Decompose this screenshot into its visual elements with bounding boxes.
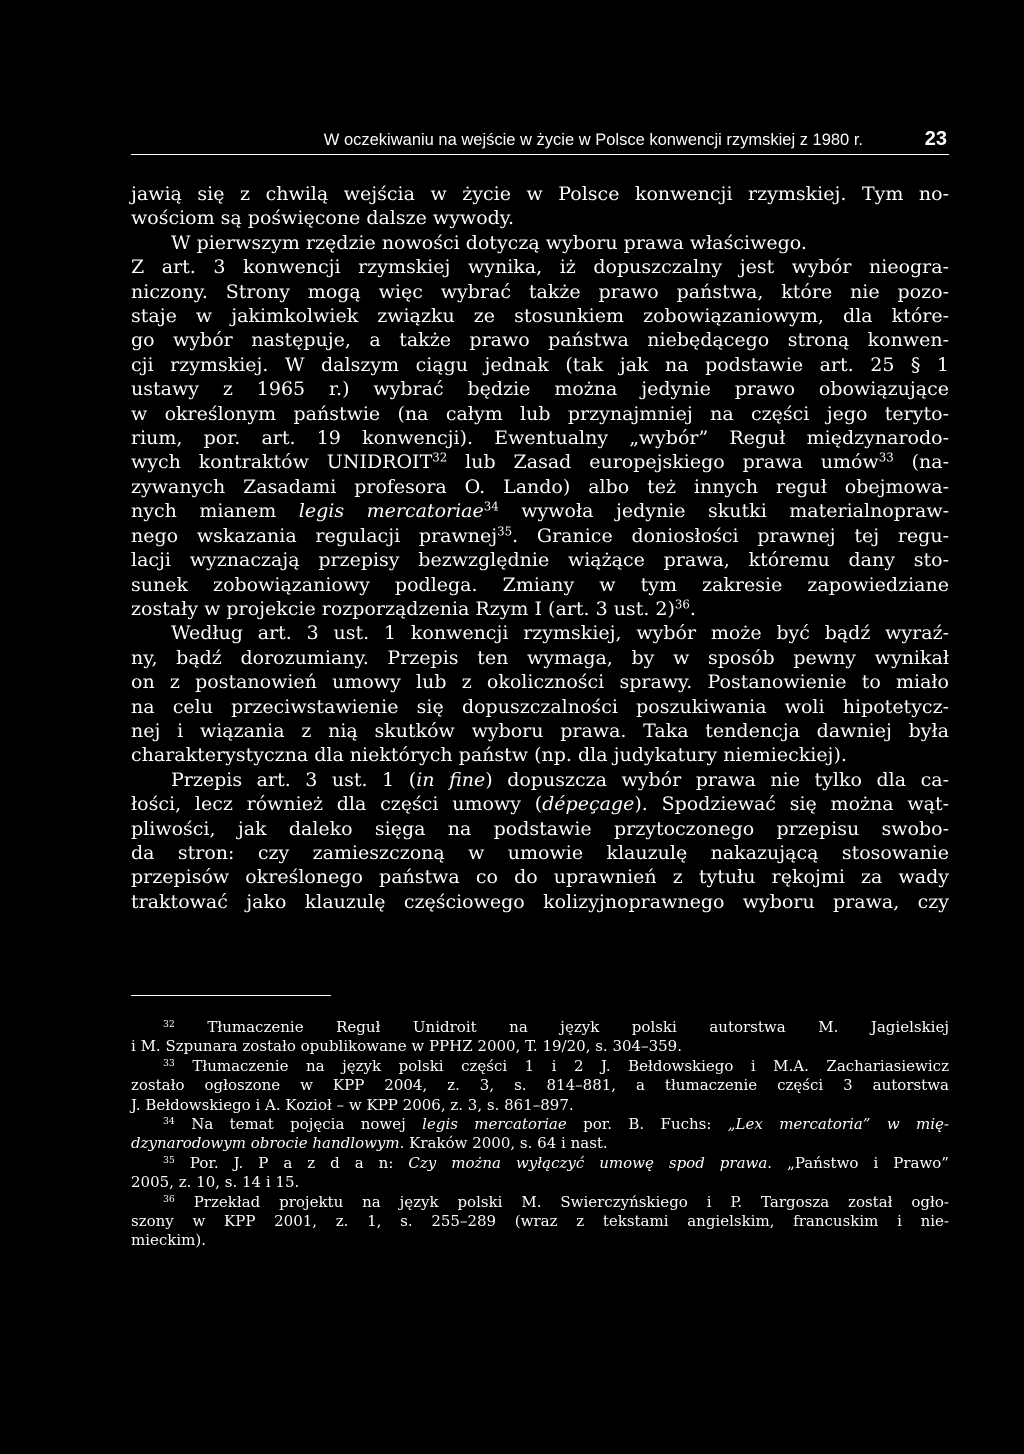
- text-line: cji rzymskiej. W dalszym ciągu jednak (tak jak na podstawie art. 25 § 1: [131, 353, 949, 376]
- page-number: 23: [924, 128, 947, 150]
- body-text: [131, 182, 949, 914]
- footnote-line: i M. Szpunara zostało opublikowane w PPHZ 2000, T. 19/20, s. 304–359.: [131, 1037, 682, 1056]
- footnote-number: 32: [163, 1018, 175, 1030]
- italic-title: Czy można wyłączyć umowę spod prawa.: [408, 1153, 773, 1172]
- footnote-text: por. B. Fuchs:: [566, 1115, 728, 1134]
- footnote-ref[interactable]: 32: [432, 451, 448, 465]
- footnote-ref[interactable]: 35: [497, 524, 513, 539]
- text-fragment: zostały w projekcie rozporządzenia Rzym I (art. 3 ust. 2): [131, 597, 675, 620]
- footnotes: [131, 1018, 949, 1251]
- footnote-text: Tłumaczenie na język polski części 1 i 2 J. Bełdowskiego i M.A. Zachariasiewicz: [174, 1056, 949, 1075]
- footnote-text: Por. J. P a z d a n:: [174, 1153, 409, 1172]
- text-line: [131, 597, 949, 621]
- footnote-number: 36: [163, 1193, 175, 1205]
- text-line: rium, por. art. 19 konwencji). Ewentualny „wybór” Reguł międzynarodo-: [131, 427, 949, 450]
- text-fragment: łości, lecz również dla części umowy (: [131, 793, 543, 816]
- text-line: traktować jako klauzulę częściowego kolizyjnoprawnego wyboru prawa, czy: [131, 890, 949, 913]
- footnote-line: mieckim).: [131, 1231, 207, 1250]
- italic-term: dépeçage: [542, 793, 635, 816]
- text-line: nej i wiązania z nią skutków wyboru prawa. Taka tendencja dawniej była: [131, 719, 949, 742]
- italic-title: dzynarodowym obrocie handlowym.: [131, 1134, 405, 1153]
- text-line: da stron: czy zamieszczoną w umowie klauzulę nakazującą stosowanie: [131, 841, 949, 864]
- text-line: [131, 450, 949, 474]
- text-line: w określonym państwie (na całym lub przynajmniej na części jego teryto-: [131, 402, 949, 425]
- text-fragment: (na-: [893, 451, 950, 474]
- footnote-number: 35: [163, 1154, 175, 1166]
- footnote-line: szony w KPP 2001, z. 1, s. 255–289 (wraz z tekstami angielskim, francuskim i nie-: [131, 1212, 949, 1231]
- page-header: [131, 128, 949, 155]
- footnote-ref[interactable]: 33: [878, 451, 894, 465]
- italic-title: „Lex mercatoria” w mię-: [727, 1115, 949, 1134]
- footnote-number: 33: [163, 1057, 175, 1069]
- footnote-32: [131, 1018, 949, 1037]
- text-line: Z art. 3 konwencji rzymskiej wynika, iż dopuszczalny jest wybór nieogra-: [131, 256, 949, 279]
- footnote-line: J. Bełdowskiego i A. Kozioł – w KPP 2006, z. 3, s. 861–897.: [131, 1095, 574, 1114]
- text-line: przepisów określonego państwa co do uprawnień z tytułu rękojmi za wady: [131, 866, 949, 889]
- text-line: W pierwszym rzędzie nowości dotyczą wyboru prawa właściwego.: [171, 231, 807, 254]
- footnote-34: [131, 1115, 949, 1134]
- text-fragment: nych mianem: [131, 500, 299, 523]
- text-line: [131, 768, 949, 792]
- text-fragment: lub Zasad europejskiego prawa umów: [447, 451, 879, 474]
- running-title: W oczekiwaniu na wejście w życie w Polsce konwencji rzymskiej z 1980 r.: [323, 131, 863, 149]
- footnote-text: Przekład projektu na język polski M. Swierczyńskiego i P. Targosza został ogło-: [174, 1192, 949, 1211]
- text-line: [131, 499, 949, 523]
- text-line: zywanych Zasadami profesora O. Lando) albo też innych reguł obejmowa-: [131, 475, 949, 498]
- text-line: niczony. Strony mogą więc wybrać także prawo państwa, które nie pozo-: [131, 280, 949, 303]
- footnote-ref[interactable]: 36: [674, 597, 690, 612]
- italic-term: legis mercatoriae: [422, 1115, 567, 1134]
- text-fragment: wych kontraktów UNIDROIT: [131, 451, 433, 474]
- footnote-36: [131, 1193, 949, 1212]
- text-line: [131, 524, 949, 548]
- footnote-ref[interactable]: 34: [483, 499, 499, 514]
- text-line: [131, 792, 949, 816]
- text-line: ustawy z 1965 r.) wybrać będzie można jedynie prawo obowiązujące: [131, 378, 949, 401]
- footnote-text: Tłumaczenie Reguł Unidroit na język polski autorstwa M. Jagielskiej: [174, 1018, 949, 1036]
- text-line: on z postanowień umowy lub z okoliczności sprawy. Postanowienie to miało: [131, 671, 949, 694]
- text-line: Według art. 3 ust. 1 konwencji rzymskiej, wybór może być bądź wyraź-: [171, 622, 949, 645]
- footnote-line: 2005, z. 10, s. 14 i 15.: [131, 1173, 300, 1192]
- text-fragment: ). Spodziewać się można wąt-: [634, 793, 950, 816]
- text-fragment: wywoła jedynie skutki materialnopraw-: [498, 500, 949, 523]
- italic-term: in fine: [416, 768, 486, 791]
- footnote-line: zostało ogłoszone w KPP 2004, z. 3, s. 814–881, a tłumaczenie części 3 autorstwa: [131, 1076, 949, 1095]
- footnote-line: [131, 1134, 949, 1153]
- text-line: sunek zobowiązaniowy podlega. Zmiany w tym zakresie zapowiedziane: [131, 573, 949, 596]
- footnote-separator: [131, 995, 331, 996]
- text-line: charakterystyczna dla niektórych państw (np. dla judykatury niemieckiej).: [131, 744, 847, 767]
- text-fragment: . Granice doniosłości prawnej tej regu-: [512, 524, 949, 547]
- text-line: ny, bądź dorozumiany. Przepis ten wymaga, by w sposób pewny wynikał: [131, 646, 949, 669]
- text-fragment: ) dopuszcza wybór prawa nie tylko dla ca-: [485, 768, 949, 791]
- text-fragment: .: [689, 597, 696, 620]
- text-line: na celu przeciwstawienie się dopuszczalności poszukiwania woli hipotetycz-: [131, 695, 949, 718]
- footnote-text: „Państwo i Prawo”: [772, 1153, 949, 1172]
- text-line: go wybór następuje, a także prawo państwa niebędącego stroną konwen-: [131, 329, 949, 352]
- text-line: pliwości, jak daleko sięga na podstawie przytoczonego przepisu swobo-: [131, 817, 949, 840]
- footnote-text: Kraków 2000, s. 64 i nast.: [404, 1134, 608, 1153]
- italic-term: legis mercatoriae: [298, 500, 484, 523]
- footnote-text: Na temat pojęcia nowej: [174, 1115, 423, 1134]
- text-fragment: nego wskazania regulacji prawnej: [131, 524, 498, 547]
- text-line: jawią się z chwilą wejścia w życie w Polsce konwencji rzymskiej. Tym no-: [131, 183, 949, 205]
- text-line: staje w jakimkolwiek związku ze stosunkiem zobowiązaniowym, dla które-: [131, 305, 949, 328]
- text-fragment: Przepis art. 3 ust. 1 (: [171, 768, 417, 791]
- footnote-35: [131, 1154, 949, 1173]
- text-line: wościom są poświęcone dalsze wywody.: [131, 207, 515, 230]
- footnote-number: 34: [163, 1115, 175, 1127]
- text-line: lacji wyznaczają przepisy bezwzględnie wiążące prawa, któremu dany sto-: [131, 549, 949, 572]
- footnote-33: [131, 1057, 949, 1076]
